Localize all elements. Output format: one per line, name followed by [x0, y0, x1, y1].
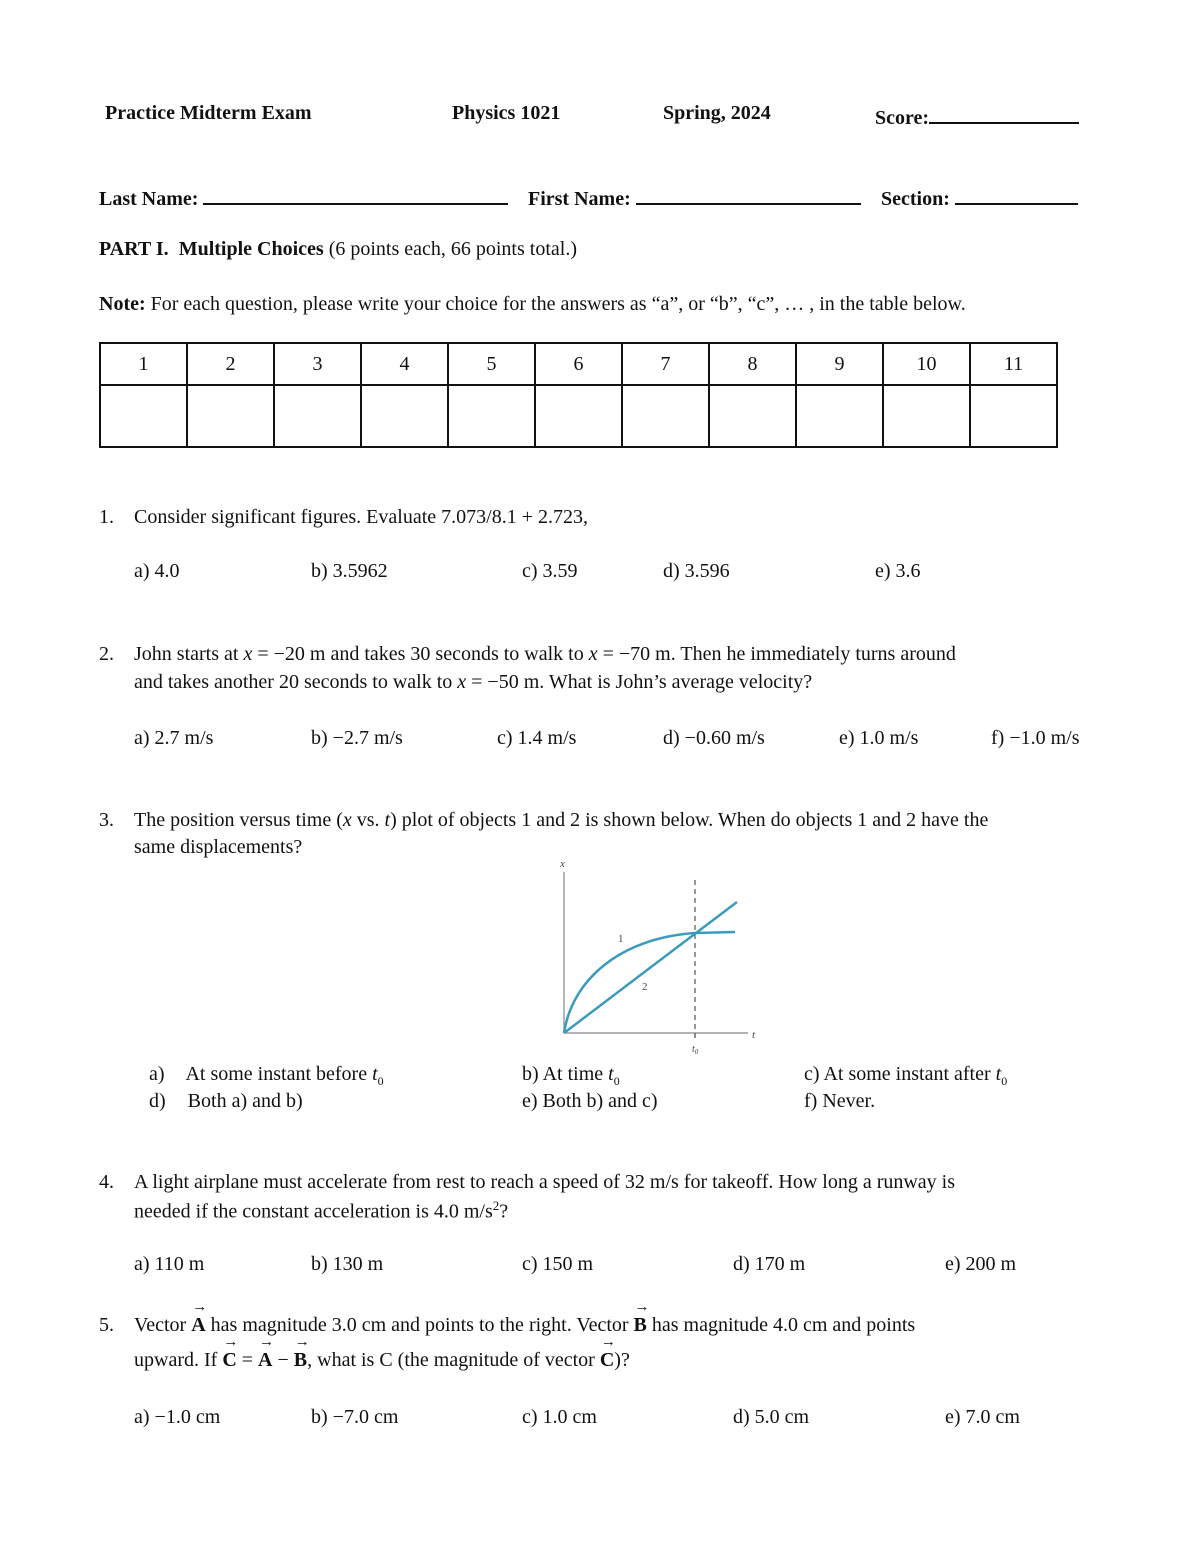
question-number: 5. — [99, 1314, 114, 1336]
t0-label — [692, 1044, 699, 1056]
curve-1-label: 1 — [618, 933, 624, 945]
q1-option-b[interactable]: b) 3.5962 — [311, 560, 388, 582]
last-name-label: Last Name: — [99, 188, 199, 210]
q2-option-b[interactable]: b) −2.7 m/s — [311, 727, 403, 749]
answer-col-header: 11 — [970, 343, 1057, 385]
q5-option-e[interactable]: e) 7.0 cm — [945, 1406, 1020, 1428]
q5-option-c[interactable]: c) 1.0 cm — [522, 1406, 597, 1428]
option-text: Both b) and c) — [542, 1090, 658, 1112]
q3-option-a[interactable] — [149, 1063, 384, 1089]
option-text: At some instant after — [823, 1063, 996, 1085]
option-letter: b) — [522, 1063, 539, 1085]
option-text: Both a) and b) — [187, 1090, 303, 1112]
note-label: Note: — [99, 293, 146, 315]
vector-b: → B — [634, 1314, 647, 1337]
first-name-label: First Name: — [528, 188, 631, 210]
t-axis-label: t — [752, 1029, 756, 1041]
answer-cell[interactable] — [883, 385, 970, 447]
answer-cell[interactable] — [535, 385, 622, 447]
answer-cell[interactable] — [361, 385, 448, 447]
answer-col-header: 10 — [883, 343, 970, 385]
q4-option-d[interactable]: d) 170 m — [733, 1253, 806, 1275]
option-text: At some instant before — [185, 1063, 373, 1085]
option-letter: c) — [804, 1063, 820, 1085]
answer-col-header: 2 — [187, 343, 274, 385]
exam-title: Practice Midterm Exam — [105, 102, 312, 124]
t0-symbol: t — [608, 1063, 614, 1085]
first-name-line — [636, 183, 861, 205]
t0-subscript: 0 — [377, 1074, 384, 1088]
part1-note — [99, 293, 966, 316]
q1-option-e[interactable]: e) 3.6 — [875, 560, 921, 582]
t0-subscript: 0 — [694, 1048, 699, 1056]
q1-option-c[interactable]: c) 3.59 — [522, 560, 578, 582]
q2-option-e[interactable]: e) 1.0 m/s — [839, 727, 919, 749]
part1-title: PART I. — [99, 238, 169, 260]
q5-text: upward. If — [134, 1349, 223, 1371]
course-name: Physics 1021 — [452, 102, 561, 124]
q4-text: needed if the constant acceleration is 4.0 m/s — [134, 1200, 493, 1223]
q1-option-d[interactable]: d) 3.596 — [663, 560, 730, 582]
answer-col-header: 5 — [448, 343, 535, 385]
q4-superscript: 2 — [492, 1198, 500, 1213]
curve-2-label: 2 — [642, 981, 648, 993]
q5-text: Vector — [134, 1314, 192, 1336]
q2-text: = −20 m and takes 30 seconds to walk to — [252, 643, 589, 665]
answer-cell[interactable] — [622, 385, 709, 447]
question-5-line1 — [134, 1314, 915, 1337]
answer-table-blank-row — [100, 385, 1057, 447]
q2-text: = −70 m. Then he immediately turns around — [597, 643, 956, 665]
q5-text: = — [236, 1349, 259, 1371]
q3-option-e[interactable] — [522, 1090, 658, 1113]
question-3-line1 — [134, 809, 988, 832]
part1-points: (6 points each, 66 points total.) — [328, 238, 577, 260]
vector-c: → C — [222, 1349, 236, 1372]
q1-option-a[interactable]: a) 4.0 — [134, 560, 180, 582]
q5-option-d[interactable]: d) 5.0 cm — [733, 1406, 810, 1428]
answer-cell[interactable] — [274, 385, 361, 447]
question-2-line2 — [134, 671, 812, 694]
t0-symbol: t — [372, 1063, 378, 1085]
q4-option-b[interactable]: b) 130 m — [311, 1253, 384, 1275]
question-5-line2 — [134, 1349, 630, 1372]
q2-option-d[interactable]: d) −0.60 m/s — [663, 727, 765, 749]
vector-a: → A — [191, 1314, 205, 1337]
q2-option-f[interactable]: f) −1.0 m/s — [991, 727, 1080, 749]
q5-text: , what is C (the magnitude of vector — [307, 1349, 600, 1371]
option-letter: e) — [522, 1090, 538, 1112]
x-axis-label: x — [560, 858, 565, 870]
t0-symbol: t — [995, 1063, 1002, 1085]
q3-var-t: t — [384, 809, 391, 831]
answer-cell[interactable] — [187, 385, 274, 447]
t0-symbol: t — [692, 1044, 695, 1055]
answer-col-header: 3 — [274, 343, 361, 385]
part1-subtitle: Multiple Choices — [178, 238, 324, 260]
question-number: 1. — [99, 506, 114, 528]
q2-option-a[interactable]: a) 2.7 m/s — [134, 727, 214, 749]
option-letter: f) — [804, 1090, 818, 1112]
q2-var-x: x — [457, 671, 467, 693]
section-label: Section: — [881, 188, 950, 210]
q2-var-x: x — [243, 643, 253, 665]
option-text: At time — [542, 1063, 609, 1085]
last-name-line — [203, 183, 508, 205]
q3-text: vs. — [351, 809, 385, 831]
q2-text: = −50 m. What is John’s average velocity? — [466, 671, 813, 693]
q3-option-b[interactable] — [522, 1063, 620, 1089]
score-label: Score: — [875, 107, 930, 129]
last-name-field[interactable] — [99, 183, 508, 211]
answer-cell[interactable] — [100, 385, 187, 447]
question-4-line1: A light airplane must accelerate from rest to reach a speed of 32 m/s for takeoff. How long a runway is — [134, 1171, 956, 1193]
vector-b: → B — [294, 1349, 307, 1372]
vector-a: → A — [258, 1349, 272, 1372]
q3-option-d[interactable] — [149, 1090, 303, 1113]
question-3-line2: same displacements? — [134, 836, 303, 858]
note-text: For each question, please write your choice for the answers as “a”, or “b”, “c”, … , in the table below. — [150, 293, 966, 315]
q4-text: ? — [499, 1200, 509, 1223]
section-line — [955, 183, 1078, 205]
question-4-line2 — [134, 1198, 508, 1224]
q4-option-e[interactable]: e) 200 m — [945, 1253, 1017, 1275]
q5-option-a[interactable]: a) −1.0 cm — [134, 1406, 221, 1428]
answer-cell[interactable] — [709, 385, 796, 447]
q3-var-x: x — [342, 809, 352, 831]
question-number: 4. — [99, 1171, 114, 1193]
question-2-line1 — [134, 643, 956, 666]
question-number: 2. — [99, 643, 114, 665]
position-time-figure — [550, 850, 770, 1065]
answer-col-header: 7 — [622, 343, 709, 385]
answer-cell[interactable] — [970, 385, 1057, 447]
section-field[interactable] — [881, 183, 1078, 211]
answer-col-header: 9 — [796, 343, 883, 385]
q3-option-c[interactable] — [804, 1063, 1007, 1089]
part1-heading — [99, 238, 577, 261]
answer-cell[interactable] — [796, 385, 883, 447]
q2-text: and takes another 20 seconds to walk to — [134, 671, 458, 693]
first-name-field[interactable] — [528, 183, 861, 211]
q2-text: John starts at — [134, 643, 244, 665]
term: Spring, 2024 — [663, 102, 771, 124]
answer-col-header: 4 — [361, 343, 448, 385]
option-letter: a) — [149, 1063, 165, 1085]
t0-subscript: 0 — [613, 1074, 620, 1088]
q4-option-a[interactable]: a) 110 m — [134, 1253, 205, 1275]
option-text: Never. — [822, 1090, 876, 1112]
q2-var-x: x — [588, 643, 598, 665]
q5-text: )? — [614, 1349, 630, 1371]
answer-col-header: 6 — [535, 343, 622, 385]
q3-option-f[interactable] — [804, 1090, 875, 1113]
answer-col-header: 1 — [100, 343, 187, 385]
vector-c: → C — [600, 1349, 614, 1372]
question-number: 3. — [99, 809, 114, 831]
answer-cell[interactable] — [448, 385, 535, 447]
score-line — [929, 102, 1079, 124]
question-1-text: Consider significant figures. Evaluate 7.073/8.1 + 2.723, — [134, 506, 588, 528]
q5-option-b[interactable]: b) −7.0 cm — [311, 1406, 399, 1428]
answer-table-header — [100, 343, 1057, 385]
q5-text: has magnitude 3.0 cm and points to the right. Vector — [205, 1314, 634, 1336]
q5-text: has magnitude 4.0 cm and points — [646, 1314, 916, 1336]
q3-text: The position versus time ( — [134, 809, 343, 831]
curve-1 — [564, 932, 735, 1033]
score-field[interactable] — [875, 102, 1079, 130]
q3-text: ) plot of objects 1 and 2 is shown below. When do objects 1 and 2 have the — [390, 809, 989, 831]
answer-table — [99, 342, 1058, 448]
curve-2 — [564, 902, 737, 1033]
q4-option-c[interactable]: c) 150 m — [522, 1253, 594, 1275]
option-letter: d) — [149, 1090, 166, 1112]
t0-subscript: 0 — [1001, 1074, 1008, 1088]
answer-col-header: 8 — [709, 343, 796, 385]
q2-option-c[interactable]: c) 1.4 m/s — [497, 727, 577, 749]
q5-text: − — [272, 1349, 294, 1371]
